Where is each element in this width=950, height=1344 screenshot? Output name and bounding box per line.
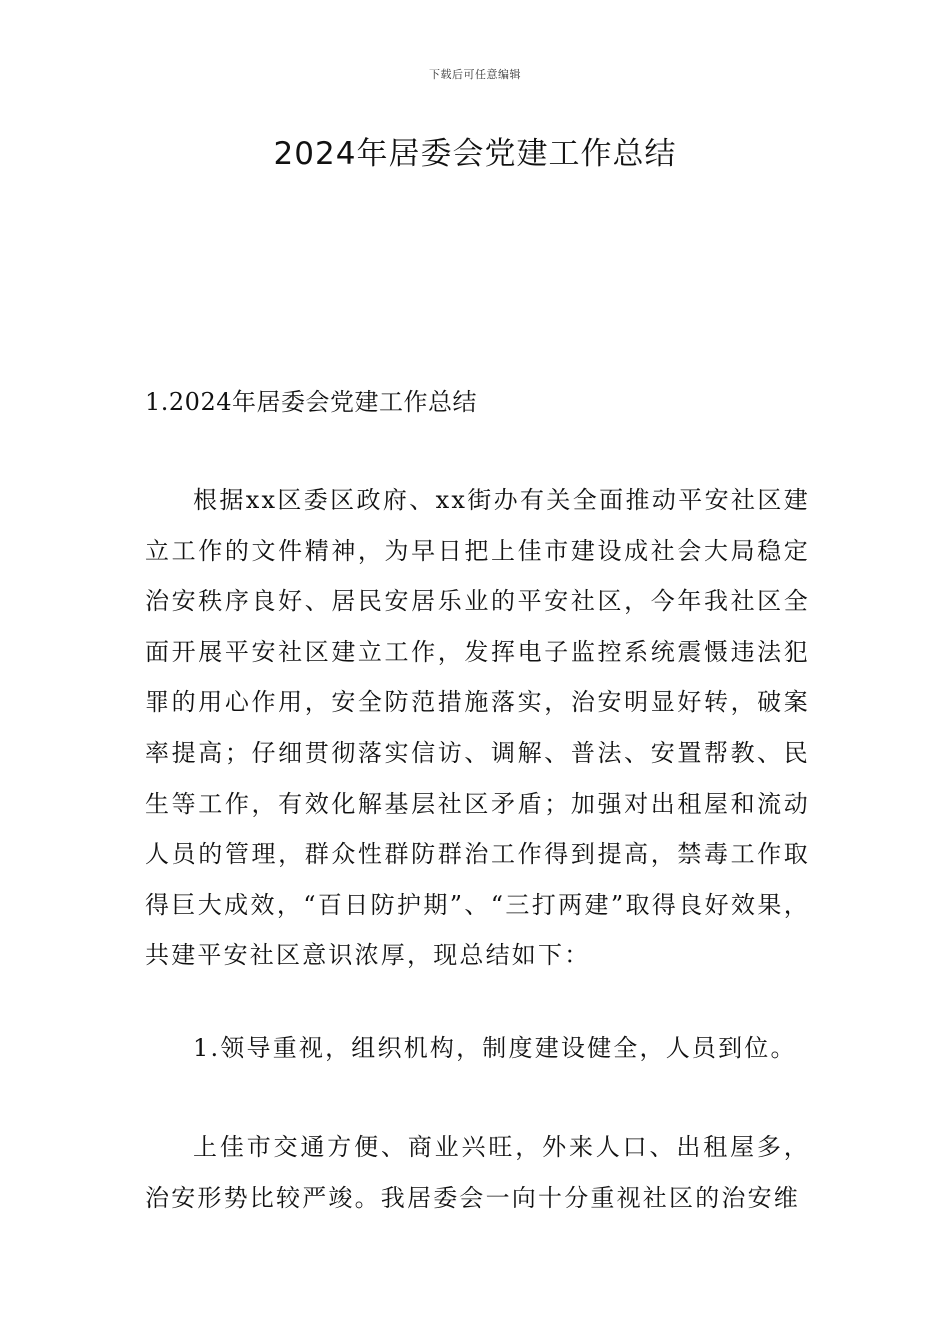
body-paragraph-intro: 根据xx区委区政府、xx街办有关全面推动平安社区建立工作的文件精神，为早日把上佳市建设成社会大局稳定治安秩序良好、居民安居乐业的平安社区，今年我社区全面开展平安社区建立工作，发挥电子监控系统震慑违法犯罪的用心作用，安全防范措施落实，治安明显好转，破案率提高；仔细贯彻落实信访、调解、普法、安置帮教、民生等工作，有效化解基层社区矛盾；加强对出租屋和流动人员的管理，群众性群防群治工作得到提高，禁毒工作取得巨大成效，“百日防护期”、“三打两建”取得良好效果，共建平安社区意识浓厚，现总结如下： [145, 486, 810, 970]
body-paragraph-security: 上佳市交通方便、商业兴旺，外来人口、出租屋多，治安形势比较严竣。我居委会一向十分重视社区的治安维 [145, 1133, 810, 1212]
header-note: 下载后可任意编辑 [429, 68, 521, 81]
section-heading: 1.2024年居委会党建工作总结 [145, 388, 477, 416]
document-title: 2024年居委会党建工作总结 [273, 136, 677, 172]
body-paragraph-point-heading: 1.领导重视，组织机构，制度建设健全，人员到位。 [193, 1034, 797, 1062]
